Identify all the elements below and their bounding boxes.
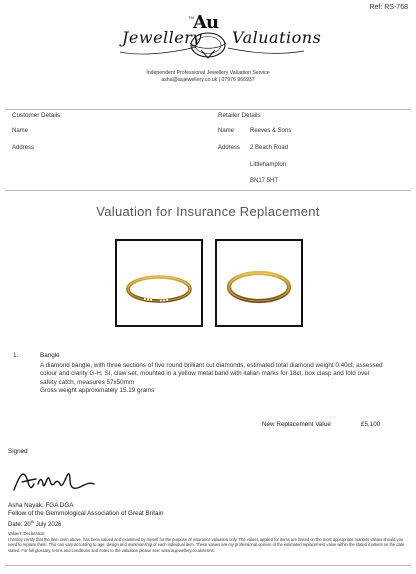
valuer-name: Asha Nayak, FGA DGA bbox=[8, 502, 74, 509]
reference-number: Ref: RS-768 bbox=[369, 4, 408, 11]
tagline-contact: asha@aujewellery.co.uk | 07976 966937 bbox=[161, 77, 255, 83]
replacement-value-label: New Replacement Value bbox=[262, 421, 331, 428]
logo-right-word: Valuations bbox=[232, 28, 322, 47]
bangle-photo-front bbox=[115, 239, 203, 327]
bangle-front-image bbox=[117, 241, 201, 325]
date-ordinal: th bbox=[30, 519, 35, 524]
tagline-service: Independent Professional Jewellery Valuation Service bbox=[146, 70, 270, 76]
signed-label: Signed bbox=[8, 448, 28, 455]
divider bbox=[5, 190, 411, 191]
replacement-value: £5,100 bbox=[361, 421, 381, 428]
retailer-address-line: BN17 5HT bbox=[250, 178, 279, 184]
retailer-heading: Retailer Details bbox=[218, 112, 261, 119]
logo-left-word: Jewellery bbox=[122, 28, 202, 47]
logo-swash-left-icon bbox=[118, 42, 198, 56]
retailer-name-label: Name bbox=[218, 128, 235, 134]
valuation-date bbox=[8, 519, 61, 528]
item-name: Bangle bbox=[40, 352, 60, 359]
bangle-side-image bbox=[217, 241, 301, 325]
declaration-heading: Valuers' Declaration: bbox=[8, 531, 46, 536]
logo-trademark: TM bbox=[188, 15, 194, 20]
date-suffix: July 2026 bbox=[34, 522, 62, 528]
retailer-address-line: Littlehampton bbox=[250, 162, 287, 168]
date-prefix: Date: 20 bbox=[8, 522, 31, 528]
retailer-name-value: Reeves & Sons bbox=[250, 128, 292, 134]
customer-heading: Customer Details bbox=[12, 112, 61, 119]
divider bbox=[5, 109, 411, 110]
item-description-text: A diamond bangle, with three sections of five round brilliant cut diamonds, estimated total diamond weight 0.40ct, assessed colour and clarity G-H, SI, claw set, mounted in a yellow metal band with italian marks for 18ct, box clasp and fold over safety catch, measures 57x50mm bbox=[40, 362, 383, 386]
logo-swash-right-icon bbox=[226, 44, 306, 56]
customer-name-label: Name bbox=[12, 128, 29, 134]
customer-address-label: Address bbox=[12, 145, 35, 151]
item-description bbox=[40, 362, 388, 395]
item-number: 1. bbox=[13, 352, 19, 359]
signature bbox=[10, 460, 100, 498]
retailer-address-label: Address bbox=[218, 145, 241, 151]
declaration bbox=[8, 531, 410, 553]
valuer-role: Fellow of the Gemmological Association of Great Britain bbox=[8, 510, 164, 517]
retailer-address-line: 2 Beach Road bbox=[250, 145, 289, 151]
logo-mark: Au bbox=[193, 12, 219, 33]
tagline bbox=[0, 70, 416, 84]
bangle-photo-side bbox=[215, 239, 303, 327]
declaration-body: I hereby certify that the item seen above, has been valued and examined by myself for the purpose of insurance valuation only. The values applied for items are based on the most appropriate markets values should you need to replace them. This can vary according to age, design and workmanship of each individual item. These values are my professional opinion of the estimated replacement value within the stated markets on the date stated. For full glossary, terms and conditions and notes to the valuation please see: www.aujewellery.co.uk/terms. bbox=[8, 536, 405, 553]
item-weight: Gross weight approximately 15.19 grams bbox=[40, 386, 155, 394]
page-title: Valuation for Insurance Replacement bbox=[96, 204, 320, 219]
divider bbox=[5, 565, 411, 566]
